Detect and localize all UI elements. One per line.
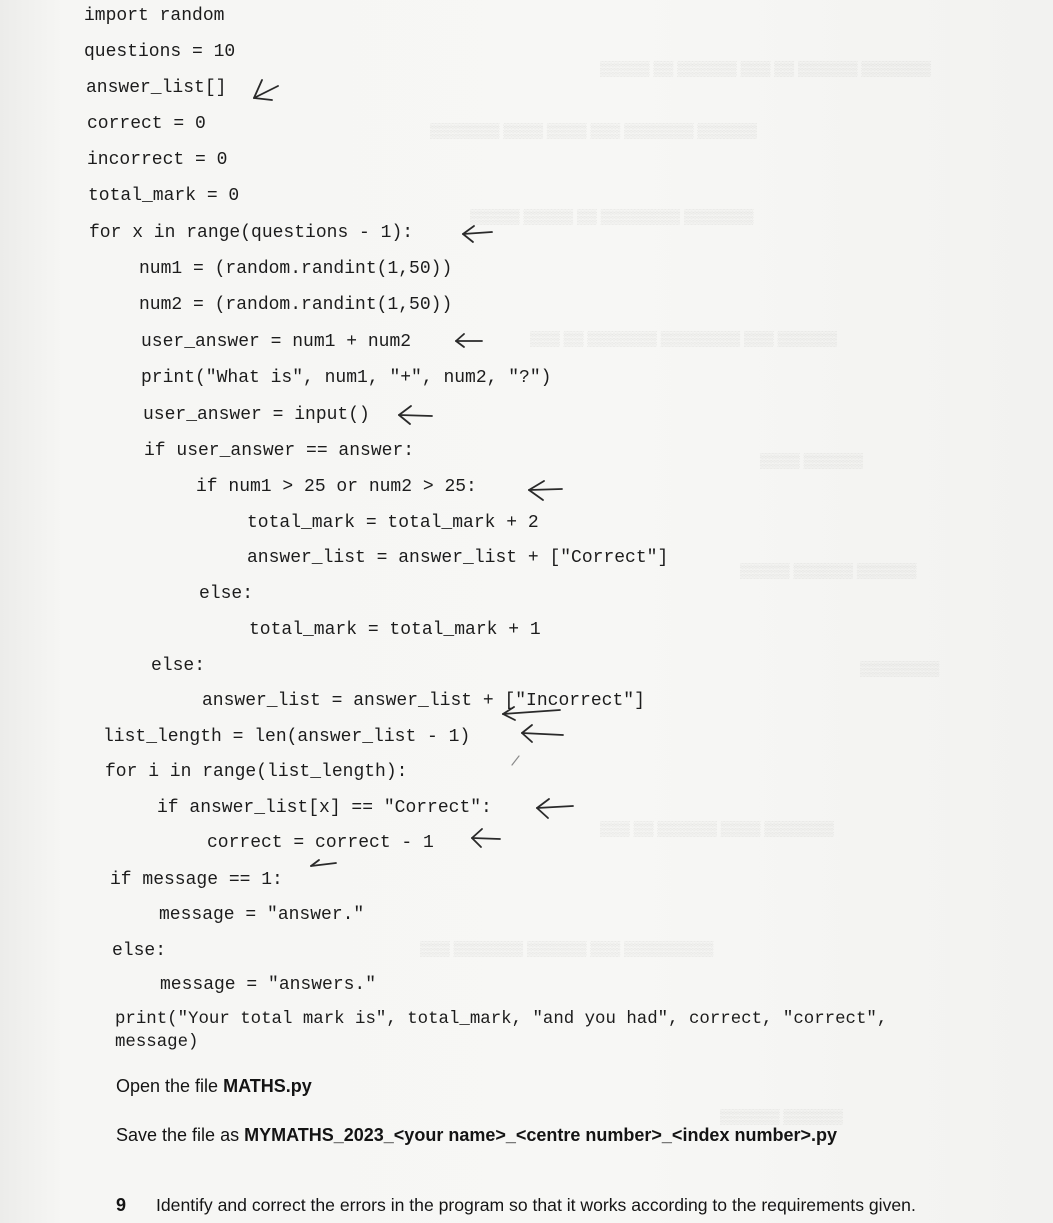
save-file-instruction: [116, 1123, 837, 1147]
code-line: else:: [112, 941, 167, 961]
show-through-text: ▒▒▒▒▒ ▒▒▒▒▒ ▒▒ ▒▒▒▒▒▒▒▒ ▒▒▒▒▒▒▒: [470, 208, 754, 224]
pencil-tick-icon: [512, 756, 519, 765]
show-through-text: ▒▒▒ ▒▒ ▒▒▒▒▒▒▒ ▒▒▒▒▒▒▒▒ ▒▒▒ ▒▒▒▒▒▒: [530, 330, 838, 346]
show-through-text: ▒▒▒ ▒▒ ▒▒▒▒▒▒ ▒▒▒▒ ▒▒▒▒▒▒▒: [600, 820, 834, 836]
code-line: correct = 0: [87, 114, 206, 134]
handwritten-arrow-icon: [311, 860, 336, 866]
instruction-text: Save the file as: [116, 1125, 245, 1145]
code-line: answer_list = answer_list + ["Correct"]: [247, 548, 669, 568]
code-line: total_mark = 0: [88, 186, 240, 206]
instruction-text: Open the file: [116, 1076, 224, 1096]
code-line: message = "answer.": [159, 905, 365, 925]
code-line: user_answer = num1 + num2: [141, 332, 412, 352]
show-through-text: ▒▒▒▒ ▒▒▒▒▒▒: [760, 452, 864, 468]
handwritten-arrow-icon: [399, 406, 432, 424]
code-line: else:: [151, 656, 206, 676]
code-line: print("What is", num1, "+", num2, "?"): [141, 368, 552, 388]
handwritten-arrow-icon: [472, 829, 500, 847]
code-line: list_length = len(answer_list - 1): [103, 727, 471, 747]
question-number: 9: [116, 1195, 127, 1215]
filename-maths: MATHS.py: [223, 1076, 312, 1096]
handwritten-arrow-icon: [456, 334, 482, 347]
code-line: print("Your total mark is", total_mark, "and you had", correct, "correct",: [115, 1010, 888, 1029]
handwritten-arrow-icon: [529, 481, 562, 500]
code-line: answer_list = answer_list + ["Incorrect"]: [202, 691, 645, 711]
open-file-instruction: [116, 1074, 312, 1098]
show-through-text: ▒▒▒▒▒▒▒ ▒▒▒▒ ▒▒▒▒ ▒▒▒ ▒▒▒▒▒▒▒ ▒▒▒▒▒▒: [430, 122, 757, 138]
handwritten-arrow-icon: [463, 226, 492, 242]
show-through-text: ▒▒▒▒▒▒▒▒: [860, 660, 940, 676]
code-line: for x in range(questions - 1):: [89, 223, 414, 243]
code-line: message): [115, 1033, 199, 1052]
handwritten-arrow-icon: [254, 80, 278, 100]
question-text: Identify and correct the errors in the program so that it works according to the requirements given.: [156, 1195, 916, 1215]
code-line: import random: [84, 6, 225, 26]
code-line: correct = correct - 1: [207, 833, 434, 853]
filename-mymaths: MYMATHS_2023_<your name>_<centre number>_<index number>.py: [244, 1125, 837, 1145]
code-line: for i in range(list_length):: [105, 762, 408, 782]
code-line: if num1 > 25 or num2 > 25:: [196, 477, 477, 497]
code-line: message = "answers.": [160, 975, 377, 995]
code-line: num1 = (random.randint(1,50)): [139, 259, 453, 279]
code-line: if message == 1:: [110, 870, 283, 890]
code-line: total_mark = total_mark + 1: [249, 620, 541, 640]
code-line: if user_answer == answer:: [144, 441, 415, 461]
handwritten-arrow-icon: [537, 799, 573, 818]
code-line: total_mark = total_mark + 2: [247, 513, 539, 533]
show-through-text: ▒▒▒▒▒▒ ▒▒▒▒▒▒: [720, 1108, 843, 1124]
code-line: questions = 10: [84, 42, 236, 62]
show-through-text: ▒▒▒▒▒ ▒▒▒▒▒▒ ▒▒▒▒▒▒: [740, 562, 917, 578]
show-through-text: ▒▒▒ ▒▒▒▒▒▒▒ ▒▒▒▒▒▒ ▒▒▒ ▒▒▒▒▒▒▒▒▒: [420, 940, 714, 956]
show-through-text: ▒▒▒▒▒ ▒▒ ▒▒▒▒▒▒ ▒▒▒ ▒▒ ▒▒▒▒▒▒ ▒▒▒▒▒▒▒: [600, 60, 931, 76]
code-line: answer_list[]: [86, 78, 227, 98]
code-line: incorrect = 0: [87, 150, 228, 170]
code-line: else:: [199, 584, 254, 604]
handwritten-arrow-icon: [522, 725, 563, 742]
code-line: user_answer = input(): [143, 405, 370, 425]
code-line: if answer_list[x] == "Correct":: [157, 798, 492, 818]
code-line: num2 = (random.randint(1,50)): [139, 295, 453, 315]
